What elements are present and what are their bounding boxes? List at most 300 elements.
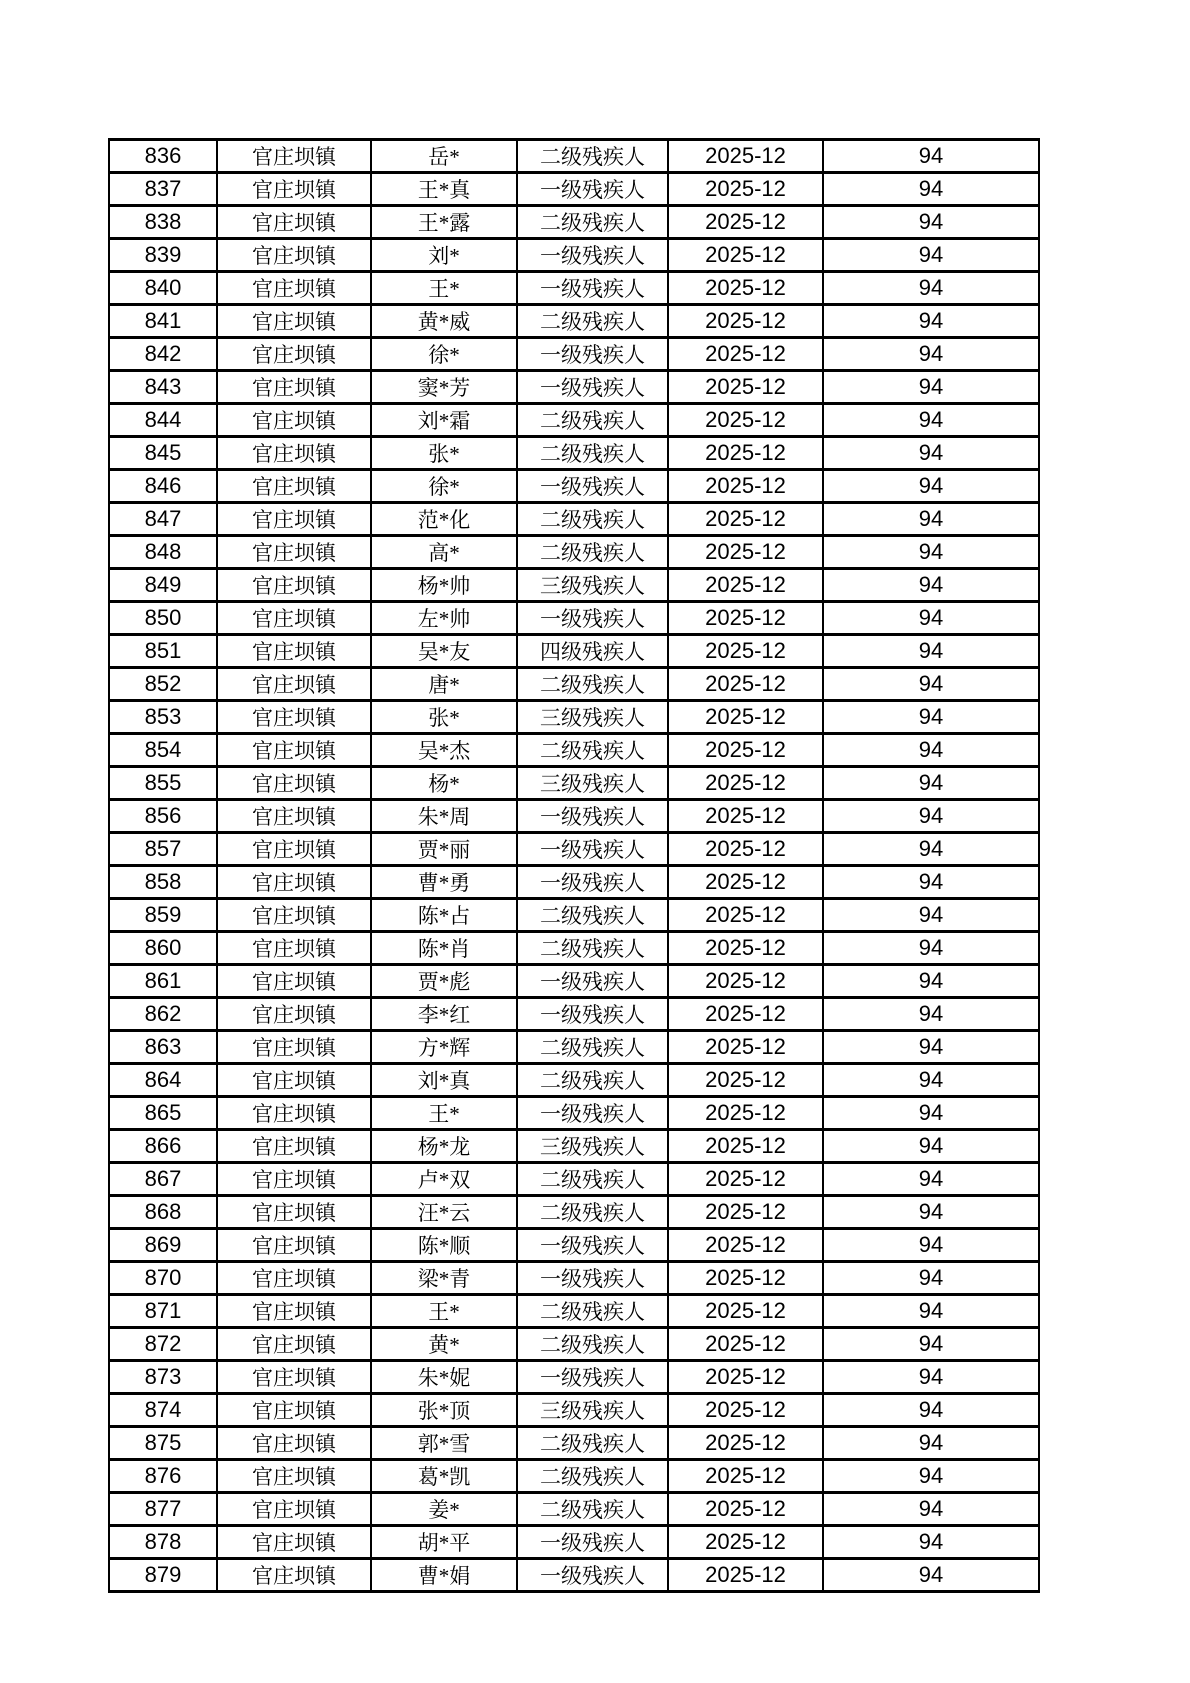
cell-town: 官庄坝镇 — [217, 1394, 371, 1427]
cell-level: 一级残疾人 — [517, 1262, 668, 1295]
cell-seq: 879 — [109, 1559, 217, 1592]
cell-name: 吴*杰 — [371, 734, 517, 767]
cell-level: 一级残疾人 — [517, 1097, 668, 1130]
cell-town: 官庄坝镇 — [217, 1427, 371, 1460]
cell-name: 岳* — [371, 140, 517, 173]
cell-month: 2025-12 — [668, 272, 823, 305]
cell-seq: 863 — [109, 1031, 217, 1064]
table-row — [109, 1064, 1039, 1097]
cell-month: 2025-12 — [668, 371, 823, 404]
cell-level: 一级残疾人 — [517, 173, 668, 206]
cell-month: 2025-12 — [668, 1163, 823, 1196]
table-row — [109, 866, 1039, 899]
cell-amount: 94 — [823, 371, 1039, 404]
cell-level: 四级残疾人 — [517, 635, 668, 668]
cell-level: 二级残疾人 — [517, 1460, 668, 1493]
cell-level: 二级残疾人 — [517, 1427, 668, 1460]
cell-town: 官庄坝镇 — [217, 173, 371, 206]
cell-seq: 861 — [109, 965, 217, 998]
cell-amount: 94 — [823, 1163, 1039, 1196]
cell-level: 二级残疾人 — [517, 305, 668, 338]
cell-level: 二级残疾人 — [517, 899, 668, 932]
cell-seq: 871 — [109, 1295, 217, 1328]
cell-seq: 842 — [109, 338, 217, 371]
cell-month: 2025-12 — [668, 1328, 823, 1361]
cell-level: 一级残疾人 — [517, 602, 668, 635]
cell-month: 2025-12 — [668, 833, 823, 866]
cell-level: 二级残疾人 — [517, 1064, 668, 1097]
cell-level: 一级残疾人 — [517, 965, 668, 998]
cell-amount: 94 — [823, 338, 1039, 371]
cell-name: 曹*勇 — [371, 866, 517, 899]
cell-town: 官庄坝镇 — [217, 1064, 371, 1097]
cell-name: 王* — [371, 272, 517, 305]
cell-seq: 877 — [109, 1493, 217, 1526]
cell-level: 二级残疾人 — [517, 140, 668, 173]
cell-level: 二级残疾人 — [517, 668, 668, 701]
table-row — [109, 140, 1039, 173]
cell-month: 2025-12 — [668, 602, 823, 635]
cell-amount: 94 — [823, 1295, 1039, 1328]
cell-month: 2025-12 — [668, 635, 823, 668]
cell-seq: 865 — [109, 1097, 217, 1130]
cell-amount: 94 — [823, 932, 1039, 965]
cell-month: 2025-12 — [668, 1394, 823, 1427]
cell-seq: 850 — [109, 602, 217, 635]
cell-town: 官庄坝镇 — [217, 503, 371, 536]
cell-seq: 844 — [109, 404, 217, 437]
cell-name: 唐* — [371, 668, 517, 701]
cell-level: 一级残疾人 — [517, 371, 668, 404]
cell-seq: 849 — [109, 569, 217, 602]
cell-level: 一级残疾人 — [517, 800, 668, 833]
cell-name: 葛*凯 — [371, 1460, 517, 1493]
cell-name: 梁*青 — [371, 1262, 517, 1295]
cell-town: 官庄坝镇 — [217, 1295, 371, 1328]
cell-month: 2025-12 — [668, 404, 823, 437]
table-row — [109, 635, 1039, 668]
cell-month: 2025-12 — [668, 503, 823, 536]
table-row — [109, 965, 1039, 998]
cell-name: 张*顶 — [371, 1394, 517, 1427]
cell-level: 一级残疾人 — [517, 239, 668, 272]
cell-amount: 94 — [823, 1064, 1039, 1097]
cell-month: 2025-12 — [668, 866, 823, 899]
cell-amount: 94 — [823, 1493, 1039, 1526]
cell-seq: 858 — [109, 866, 217, 899]
cell-amount: 94 — [823, 404, 1039, 437]
cell-level: 二级残疾人 — [517, 1196, 668, 1229]
cell-seq: 873 — [109, 1361, 217, 1394]
table-row — [109, 1229, 1039, 1262]
cell-level: 二级残疾人 — [517, 536, 668, 569]
cell-month: 2025-12 — [668, 965, 823, 998]
cell-name: 王*露 — [371, 206, 517, 239]
cell-seq: 870 — [109, 1262, 217, 1295]
cell-town: 官庄坝镇 — [217, 1031, 371, 1064]
cell-name: 陈*肖 — [371, 932, 517, 965]
table-row — [109, 569, 1039, 602]
cell-month: 2025-12 — [668, 734, 823, 767]
cell-level: 二级残疾人 — [517, 1493, 668, 1526]
cell-month: 2025-12 — [668, 1130, 823, 1163]
cell-seq: 862 — [109, 998, 217, 1031]
cell-month: 2025-12 — [668, 536, 823, 569]
table-row — [109, 1493, 1039, 1526]
cell-name: 杨* — [371, 767, 517, 800]
cell-amount: 94 — [823, 437, 1039, 470]
subsidy-roster-table — [108, 138, 1040, 1593]
table-row — [109, 1460, 1039, 1493]
cell-name: 朱*周 — [371, 800, 517, 833]
cell-town: 官庄坝镇 — [217, 1262, 371, 1295]
table-row — [109, 437, 1039, 470]
cell-month: 2025-12 — [668, 1097, 823, 1130]
cell-amount: 94 — [823, 734, 1039, 767]
table-row — [109, 1526, 1039, 1559]
cell-amount: 94 — [823, 1031, 1039, 1064]
cell-seq: 848 — [109, 536, 217, 569]
table-row — [109, 701, 1039, 734]
cell-level: 一级残疾人 — [517, 1559, 668, 1592]
cell-amount: 94 — [823, 767, 1039, 800]
cell-month: 2025-12 — [668, 1493, 823, 1526]
cell-town: 官庄坝镇 — [217, 635, 371, 668]
table-row — [109, 1361, 1039, 1394]
cell-level: 二级残疾人 — [517, 1295, 668, 1328]
cell-town: 官庄坝镇 — [217, 965, 371, 998]
cell-month: 2025-12 — [668, 1361, 823, 1394]
cell-town: 官庄坝镇 — [217, 1526, 371, 1559]
cell-name: 徐* — [371, 338, 517, 371]
cell-amount: 94 — [823, 866, 1039, 899]
cell-level: 三级残疾人 — [517, 1130, 668, 1163]
cell-seq: 867 — [109, 1163, 217, 1196]
cell-name: 王* — [371, 1097, 517, 1130]
cell-amount: 94 — [823, 503, 1039, 536]
table-row — [109, 536, 1039, 569]
cell-town: 官庄坝镇 — [217, 668, 371, 701]
table-row — [109, 800, 1039, 833]
cell-name: 郭*雪 — [371, 1427, 517, 1460]
table-row — [109, 668, 1039, 701]
cell-seq: 854 — [109, 734, 217, 767]
cell-town: 官庄坝镇 — [217, 1229, 371, 1262]
cell-name: 王* — [371, 1295, 517, 1328]
cell-name: 姜* — [371, 1493, 517, 1526]
table-row — [109, 338, 1039, 371]
cell-amount: 94 — [823, 701, 1039, 734]
cell-month: 2025-12 — [668, 1229, 823, 1262]
cell-level: 三级残疾人 — [517, 569, 668, 602]
cell-month: 2025-12 — [668, 1295, 823, 1328]
cell-name: 方*辉 — [371, 1031, 517, 1064]
cell-seq: 868 — [109, 1196, 217, 1229]
cell-name: 左*帅 — [371, 602, 517, 635]
cell-town: 官庄坝镇 — [217, 734, 371, 767]
cell-amount: 94 — [823, 899, 1039, 932]
cell-name: 高* — [371, 536, 517, 569]
cell-amount: 94 — [823, 602, 1039, 635]
cell-amount: 94 — [823, 1394, 1039, 1427]
cell-name: 陈*占 — [371, 899, 517, 932]
cell-amount: 94 — [823, 1427, 1039, 1460]
cell-town: 官庄坝镇 — [217, 1196, 371, 1229]
cell-seq: 876 — [109, 1460, 217, 1493]
cell-town: 官庄坝镇 — [217, 602, 371, 635]
cell-month: 2025-12 — [668, 1559, 823, 1592]
cell-name: 张* — [371, 701, 517, 734]
cell-seq: 836 — [109, 140, 217, 173]
cell-month: 2025-12 — [668, 701, 823, 734]
cell-seq: 840 — [109, 272, 217, 305]
cell-amount: 94 — [823, 1097, 1039, 1130]
cell-amount: 94 — [823, 800, 1039, 833]
cell-name: 窦*芳 — [371, 371, 517, 404]
cell-seq: 837 — [109, 173, 217, 206]
cell-town: 官庄坝镇 — [217, 1361, 371, 1394]
cell-month: 2025-12 — [668, 1526, 823, 1559]
cell-level: 一级残疾人 — [517, 272, 668, 305]
cell-seq: 878 — [109, 1526, 217, 1559]
table-row — [109, 833, 1039, 866]
cell-level: 一级残疾人 — [517, 470, 668, 503]
cell-town: 官庄坝镇 — [217, 1328, 371, 1361]
cell-town: 官庄坝镇 — [217, 1097, 371, 1130]
cell-town: 官庄坝镇 — [217, 206, 371, 239]
cell-town: 官庄坝镇 — [217, 536, 371, 569]
cell-month: 2025-12 — [668, 1262, 823, 1295]
cell-seq: 860 — [109, 932, 217, 965]
cell-town: 官庄坝镇 — [217, 932, 371, 965]
cell-name: 王*真 — [371, 173, 517, 206]
cell-month: 2025-12 — [668, 437, 823, 470]
cell-town: 官庄坝镇 — [217, 833, 371, 866]
cell-level: 二级残疾人 — [517, 1328, 668, 1361]
cell-town: 官庄坝镇 — [217, 1559, 371, 1592]
cell-month: 2025-12 — [668, 1460, 823, 1493]
table-row — [109, 932, 1039, 965]
cell-level: 一级残疾人 — [517, 998, 668, 1031]
cell-level: 二级残疾人 — [517, 734, 668, 767]
cell-amount: 94 — [823, 965, 1039, 998]
cell-amount: 94 — [823, 1262, 1039, 1295]
cell-amount: 94 — [823, 1361, 1039, 1394]
cell-town: 官庄坝镇 — [217, 140, 371, 173]
cell-name: 汪*云 — [371, 1196, 517, 1229]
cell-month: 2025-12 — [668, 206, 823, 239]
cell-month: 2025-12 — [668, 173, 823, 206]
cell-town: 官庄坝镇 — [217, 305, 371, 338]
cell-amount: 94 — [823, 833, 1039, 866]
cell-level: 三级残疾人 — [517, 767, 668, 800]
table-row — [109, 503, 1039, 536]
cell-seq: 846 — [109, 470, 217, 503]
cell-amount: 94 — [823, 998, 1039, 1031]
table-row — [109, 1559, 1039, 1592]
table-row — [109, 206, 1039, 239]
cell-name: 黄* — [371, 1328, 517, 1361]
cell-level: 一级残疾人 — [517, 338, 668, 371]
cell-name: 范*化 — [371, 503, 517, 536]
cell-level: 一级残疾人 — [517, 833, 668, 866]
cell-level: 二级残疾人 — [517, 206, 668, 239]
cell-month: 2025-12 — [668, 1427, 823, 1460]
cell-month: 2025-12 — [668, 800, 823, 833]
table-row — [109, 1427, 1039, 1460]
cell-town: 官庄坝镇 — [217, 569, 371, 602]
cell-amount: 94 — [823, 239, 1039, 272]
table-row — [109, 1163, 1039, 1196]
table-row — [109, 1262, 1039, 1295]
table-row — [109, 998, 1039, 1031]
cell-month: 2025-12 — [668, 470, 823, 503]
cell-amount: 94 — [823, 1460, 1039, 1493]
cell-amount: 94 — [823, 206, 1039, 239]
cell-name: 朱*妮 — [371, 1361, 517, 1394]
cell-name: 李*红 — [371, 998, 517, 1031]
cell-town: 官庄坝镇 — [217, 767, 371, 800]
cell-month: 2025-12 — [668, 998, 823, 1031]
cell-amount: 94 — [823, 173, 1039, 206]
cell-level: 二级残疾人 — [517, 932, 668, 965]
cell-seq: 852 — [109, 668, 217, 701]
cell-name: 胡*平 — [371, 1526, 517, 1559]
cell-name: 刘*真 — [371, 1064, 517, 1097]
cell-town: 官庄坝镇 — [217, 404, 371, 437]
cell-name: 徐* — [371, 470, 517, 503]
table-row — [109, 734, 1039, 767]
cell-town: 官庄坝镇 — [217, 800, 371, 833]
cell-amount: 94 — [823, 272, 1039, 305]
cell-name: 刘* — [371, 239, 517, 272]
cell-amount: 94 — [823, 140, 1039, 173]
cell-seq: 839 — [109, 239, 217, 272]
cell-town: 官庄坝镇 — [217, 899, 371, 932]
cell-seq: 875 — [109, 1427, 217, 1460]
table-row — [109, 602, 1039, 635]
cell-town: 官庄坝镇 — [217, 272, 371, 305]
cell-month: 2025-12 — [668, 1031, 823, 1064]
cell-amount: 94 — [823, 305, 1039, 338]
cell-month: 2025-12 — [668, 668, 823, 701]
cell-level: 三级残疾人 — [517, 1394, 668, 1427]
table-row — [109, 1295, 1039, 1328]
cell-town: 官庄坝镇 — [217, 998, 371, 1031]
table-row — [109, 305, 1039, 338]
cell-name: 吴*友 — [371, 635, 517, 668]
cell-month: 2025-12 — [668, 899, 823, 932]
table-row — [109, 1394, 1039, 1427]
cell-seq: 864 — [109, 1064, 217, 1097]
cell-amount: 94 — [823, 1328, 1039, 1361]
cell-level: 一级残疾人 — [517, 866, 668, 899]
table-body — [109, 140, 1039, 1592]
cell-name: 杨*帅 — [371, 569, 517, 602]
cell-amount: 94 — [823, 1196, 1039, 1229]
cell-month: 2025-12 — [668, 1196, 823, 1229]
table-row — [109, 404, 1039, 437]
cell-seq: 866 — [109, 1130, 217, 1163]
cell-name: 卢*双 — [371, 1163, 517, 1196]
cell-seq: 845 — [109, 437, 217, 470]
cell-name: 黄*威 — [371, 305, 517, 338]
cell-level: 一级残疾人 — [517, 1361, 668, 1394]
cell-amount: 94 — [823, 1229, 1039, 1262]
cell-amount: 94 — [823, 569, 1039, 602]
cell-seq: 841 — [109, 305, 217, 338]
cell-level: 三级残疾人 — [517, 701, 668, 734]
cell-name: 曹*娟 — [371, 1559, 517, 1592]
cell-seq: 853 — [109, 701, 217, 734]
cell-town: 官庄坝镇 — [217, 866, 371, 899]
cell-month: 2025-12 — [668, 932, 823, 965]
table-row — [109, 1130, 1039, 1163]
cell-seq: 847 — [109, 503, 217, 536]
cell-name: 杨*龙 — [371, 1130, 517, 1163]
table-row — [109, 470, 1039, 503]
cell-town: 官庄坝镇 — [217, 437, 371, 470]
cell-seq: 856 — [109, 800, 217, 833]
cell-amount: 94 — [823, 1559, 1039, 1592]
cell-amount: 94 — [823, 536, 1039, 569]
cell-name: 贾*彪 — [371, 965, 517, 998]
cell-level: 二级残疾人 — [517, 503, 668, 536]
cell-level: 一级残疾人 — [517, 1229, 668, 1262]
cell-seq: 843 — [109, 371, 217, 404]
table-row — [109, 173, 1039, 206]
cell-town: 官庄坝镇 — [217, 1163, 371, 1196]
cell-level: 二级残疾人 — [517, 437, 668, 470]
cell-town: 官庄坝镇 — [217, 371, 371, 404]
table-row — [109, 1328, 1039, 1361]
cell-month: 2025-12 — [668, 569, 823, 602]
cell-town: 官庄坝镇 — [217, 470, 371, 503]
table-row — [109, 371, 1039, 404]
cell-name: 陈*顺 — [371, 1229, 517, 1262]
cell-town: 官庄坝镇 — [217, 338, 371, 371]
cell-month: 2025-12 — [668, 239, 823, 272]
cell-month: 2025-12 — [668, 305, 823, 338]
cell-amount: 94 — [823, 470, 1039, 503]
cell-level: 二级残疾人 — [517, 1163, 668, 1196]
cell-seq: 857 — [109, 833, 217, 866]
table-row — [109, 899, 1039, 932]
cell-month: 2025-12 — [668, 140, 823, 173]
cell-month: 2025-12 — [668, 767, 823, 800]
cell-month: 2025-12 — [668, 338, 823, 371]
cell-town: 官庄坝镇 — [217, 1460, 371, 1493]
cell-name: 贾*丽 — [371, 833, 517, 866]
cell-level: 一级残疾人 — [517, 1526, 668, 1559]
cell-seq: 838 — [109, 206, 217, 239]
cell-month: 2025-12 — [668, 1064, 823, 1097]
table-row — [109, 1031, 1039, 1064]
table-row — [109, 1196, 1039, 1229]
cell-amount: 94 — [823, 668, 1039, 701]
cell-seq: 851 — [109, 635, 217, 668]
cell-amount: 94 — [823, 1526, 1039, 1559]
cell-seq: 859 — [109, 899, 217, 932]
cell-seq: 874 — [109, 1394, 217, 1427]
cell-seq: 869 — [109, 1229, 217, 1262]
cell-amount: 94 — [823, 1130, 1039, 1163]
table-row — [109, 767, 1039, 800]
cell-town: 官庄坝镇 — [217, 701, 371, 734]
cell-seq: 872 — [109, 1328, 217, 1361]
table-row — [109, 272, 1039, 305]
cell-amount: 94 — [823, 635, 1039, 668]
